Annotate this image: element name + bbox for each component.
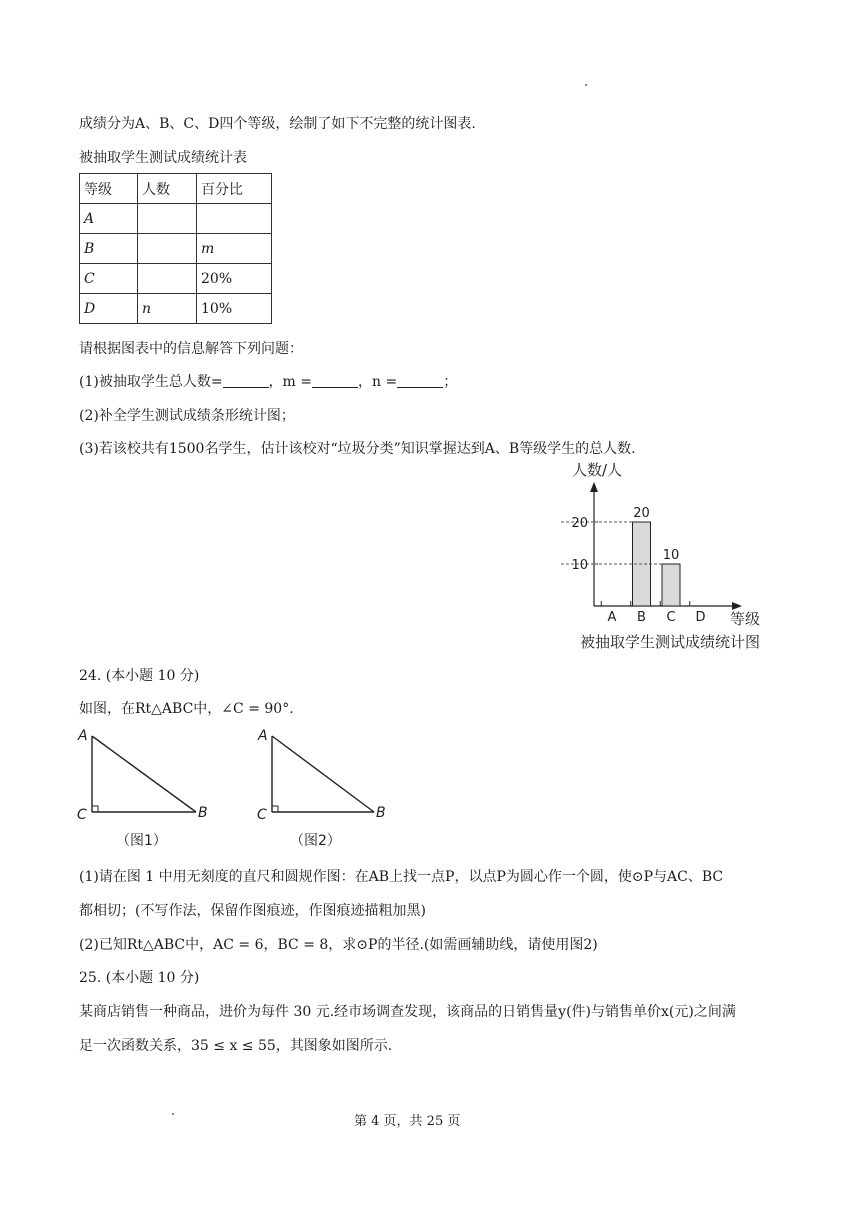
chart-title: 被抽取学生测试成绩统计图 [580,633,761,651]
table-cell: C [80,264,138,294]
table-cell: 20% [197,264,272,294]
problem-24-q2: (2)已知Rt△ABC中，AC = 6，BC = 8，求⊙P的半径.(如需画辅助线，请使用图2) [79,937,598,953]
figure-caption: （图2） [290,833,341,849]
problem-24-intro: 如图，在Rt△ABC中，∠C = 90°. [79,701,294,717]
bar [662,564,680,606]
table-row [80,234,272,264]
problem-24-q1-line2: 都相切；(不写作法，保留作图痕迹，作图痕迹描粗加黑) [79,903,426,919]
table-header: 百分比 [197,174,272,204]
data-label: 10 [662,548,680,563]
table-row [80,204,272,234]
triangle-figure-2 [252,724,402,852]
bar-chart [560,458,800,658]
figure-caption: （图1） [116,833,167,849]
x-tick-label: D [695,610,706,625]
table-cell: D [80,294,138,324]
x-tick-label: A [607,610,617,625]
table-cell: 10% [197,294,272,324]
right-angle-mark [272,806,278,812]
table-cell: B [80,234,138,264]
stats-table [79,173,272,324]
problem-25-heading: 25. (本小题 10 分) [79,970,200,986]
vertex-a: A [258,728,268,744]
problem-24-q1-line1: (1)请在图 1 中用无刻度的直尺和圆规作图：在AB上找一点P，以点P为圆心作一个圆，使⊙P与AC、BC [79,869,724,885]
table-cell: m [197,234,272,264]
vertex-c: C [77,807,87,823]
data-label: 20 [633,506,650,521]
vertex-a: A [78,728,88,744]
question-3: (3)若该校共有1500名学生，估计该校对“垃圾分类”知识掌握达到A、B等级学生的总人数. [79,441,636,457]
table-cell: A [80,204,138,234]
q1-text: ； [443,374,458,390]
chart-xlabel: 等级 [730,610,761,628]
problem-24-heading: 24. (本小题 10 分) [79,668,200,684]
question-prompt: 请根据图表中的信息解答下列问题： [79,341,303,357]
page-footer: 第 4 页，共 25 页 [354,1114,461,1129]
vertex-b: B [376,805,386,821]
problem-25-line2: 足一次函数关系，35 ≤ x ≤ 55，其图象如图所示. [79,1038,393,1054]
q1-text: ，n = [358,374,398,390]
table-cell [138,204,197,234]
table-header: 等级 [80,174,138,204]
table-header-row [80,174,272,204]
q1-text: ，m = [268,374,313,390]
speck [585,84,587,86]
x-axis-arrow [732,602,742,610]
vertex-b: B [198,805,208,821]
question-2: (2)补全学生测试成绩条形统计图； [79,408,295,424]
chart-ylabel: 人数/人 [572,461,623,479]
side-ab [92,736,196,812]
speck [172,1113,174,1115]
table-cell [138,234,197,264]
side-ab [272,736,374,812]
y-axis-arrow [590,482,598,492]
question-1 [79,371,457,391]
table-row [80,294,272,324]
q1-text: (1)被抽取学生总人数= [79,374,223,390]
answer-blank [312,373,358,388]
vertex-c: C [257,807,267,823]
y-tick-label: 20 [571,516,588,531]
intro-line: 成绩分为A、B、C、D四个等级，绘制了如下不完整的统计图表. [79,116,476,132]
table-caption: 被抽取学生测试成绩统计表 [79,150,247,166]
x-tick-label: B [637,610,646,625]
x-tick-label: C [666,610,676,625]
table-cell [197,204,272,234]
y-tick-label: 10 [571,558,588,573]
table-row [80,264,272,294]
right-angle-mark [92,806,98,812]
answer-blank [223,373,269,388]
answer-blank [397,373,443,388]
table-header: 人数 [138,174,197,204]
table-cell [138,264,197,294]
triangle-figure-1 [72,724,222,852]
problem-25-line1: 某商店销售一种商品，进价为每件 30 元.经市场调查发现，该商品的日销售量y(件)与销售单价x(元)之间满 [79,1004,736,1020]
table-cell: n [138,294,197,324]
